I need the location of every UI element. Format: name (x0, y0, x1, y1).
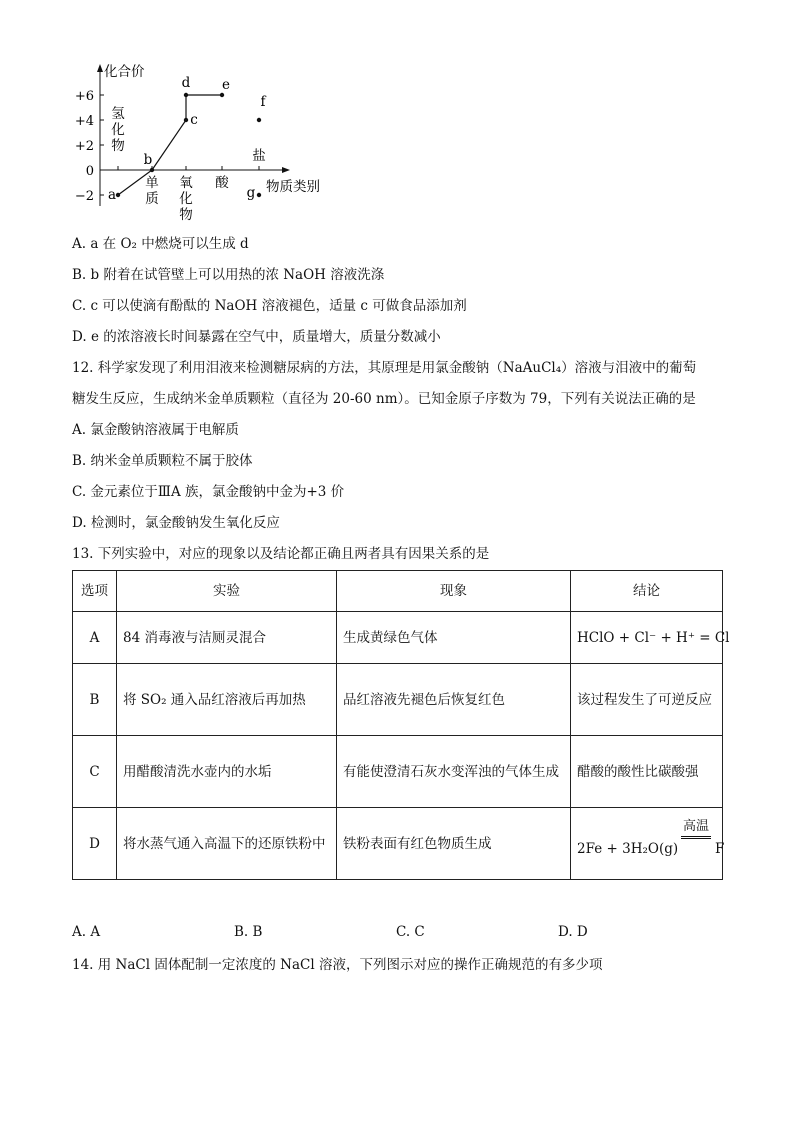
q13-answer-options (72, 924, 722, 944)
y-tick-label: +2 (74, 139, 94, 154)
table-row (73, 664, 723, 736)
q11-option-b: B. b 附着在试管壁上可以用热的浓 NaOH 溶液洗涤 (72, 267, 385, 283)
data-point (150, 168, 154, 172)
x-axis-label: 物质类别 (266, 179, 320, 195)
point-label: a (107, 187, 117, 203)
point-label: d (181, 75, 191, 91)
table-row (73, 612, 723, 664)
y-tick-label: +6 (74, 89, 94, 104)
row-phenomenon: 品红溶液先褪色后恢复红色 (337, 664, 571, 736)
row-experiment: 84 消毒液与洁厕灵混合 (117, 612, 337, 664)
x-axis-arrow (282, 167, 290, 173)
answer-c: C. C (396, 924, 425, 940)
table-row (73, 736, 723, 808)
row-conclusion (571, 612, 730, 664)
table-row (73, 808, 723, 880)
row-option: B (73, 664, 117, 736)
point-label: f (260, 94, 266, 110)
category-label: 盐 (252, 148, 266, 164)
header-phenomenon: 现象 (337, 571, 571, 612)
answer-d: D. D (558, 924, 588, 940)
row-phenomenon: 有能使澄清石灰水变浑浊的气体生成 (337, 736, 571, 808)
conclusion-tail: F (715, 840, 725, 857)
y-axis-label: 化合价 (104, 64, 145, 80)
connector-line (152, 120, 186, 170)
point-label: c (190, 112, 198, 128)
data-point (257, 118, 261, 122)
category-label: 氢化物 (111, 106, 125, 154)
q11-option-a: A. a 在 O₂ 中燃烧可以生成 d (72, 236, 249, 252)
valence-chart (66, 56, 346, 228)
row-conclusion (571, 808, 723, 880)
y-tick-label: −2 (74, 189, 94, 204)
table-header-row (73, 571, 723, 612)
q13-stem: 13. 下列实验中，对应的现象以及结论都正确且两者具有因果关系的是 (72, 546, 490, 562)
q12-option-c: C. 金元素位于ⅢA 族，氯金酸钠中金为+3 价 (72, 484, 345, 500)
header-option: 选项 (73, 571, 117, 612)
category-label: 氧化物 (179, 175, 193, 223)
row-phenomenon: 生成黄绿色气体 (337, 612, 571, 664)
row-option: A (73, 612, 117, 664)
row-conclusion: 醋酸的酸性比碳酸强 (571, 736, 723, 808)
data-point (220, 93, 224, 97)
point-label: g (246, 185, 256, 201)
header-experiment: 实验 (117, 571, 337, 612)
row-option: C (73, 736, 117, 808)
row-phenomenon: 铁粉表面有红色物质生成 (337, 808, 571, 880)
conclusion-equation: HClO + Cl⁻ + H⁺ = Cl (577, 629, 730, 646)
point-label: e (222, 77, 230, 93)
q12-option-b: B. 纳米金单质颗粒不属于胶体 (72, 453, 253, 469)
answer-a: A. A (72, 924, 101, 940)
q12-stem-line1: 12. 科学家发现了利用泪液来检测糖尿病的方法，其原理是用氯金酸钠（NaAuCl₄）溶液与泪液中的葡萄 (72, 360, 697, 376)
point-label: b (143, 152, 153, 168)
y-tick-label: 0 (85, 164, 94, 179)
q11-option-d: D. e 的浓溶液长时间暴露在空气中，质量增大，质量分数减小 (72, 329, 441, 345)
data-point (257, 193, 261, 197)
y-tick-label: +4 (74, 114, 94, 129)
q14-stem: 14. 用 NaCl 固体配制一定浓度的 NaCl 溶液，下列图示对应的操作正确规范的有多少项 (72, 957, 603, 973)
category-label: 酸 (215, 175, 229, 191)
q12-option-a: A. 氯金酸钠溶液属于电解质 (72, 422, 239, 438)
data-point (184, 93, 188, 97)
row-experiment: 将 SO₂ 通入品红溶液后再加热 (117, 664, 337, 736)
conclusion-equation: 2Fe + 3H₂O(g) (577, 840, 679, 857)
experiment-table (72, 570, 730, 880)
category-label: 单质 (145, 175, 159, 207)
q12-stem-line2: 糖发生反应，生成纳米金单质颗粒（直径为 20-60 nm）。已知金原子序数为 79，下列有关说法正确的是 (72, 391, 696, 407)
data-point (184, 118, 188, 122)
row-experiment: 用醋酸清洗水壶内的水垢 (117, 736, 337, 808)
row-option: D (73, 808, 117, 880)
q11-option-c: C. c 可以使滴有酚酞的 NaOH 溶液褪色，适量 c 可做食品添加剂 (72, 298, 467, 314)
row-conclusion: 该过程发生了可逆反应 (571, 664, 723, 736)
reaction-condition: 高温 (681, 818, 711, 839)
header-conclusion: 结论 (571, 571, 723, 612)
data-point (116, 193, 120, 197)
q12-option-d: D. 检测时，氯金酸钠发生氧化反应 (72, 515, 280, 531)
y-axis-arrow (97, 64, 103, 72)
row-experiment: 将水蒸气通入高温下的还原铁粉中 (117, 808, 337, 880)
answer-b: B. B (234, 924, 263, 940)
